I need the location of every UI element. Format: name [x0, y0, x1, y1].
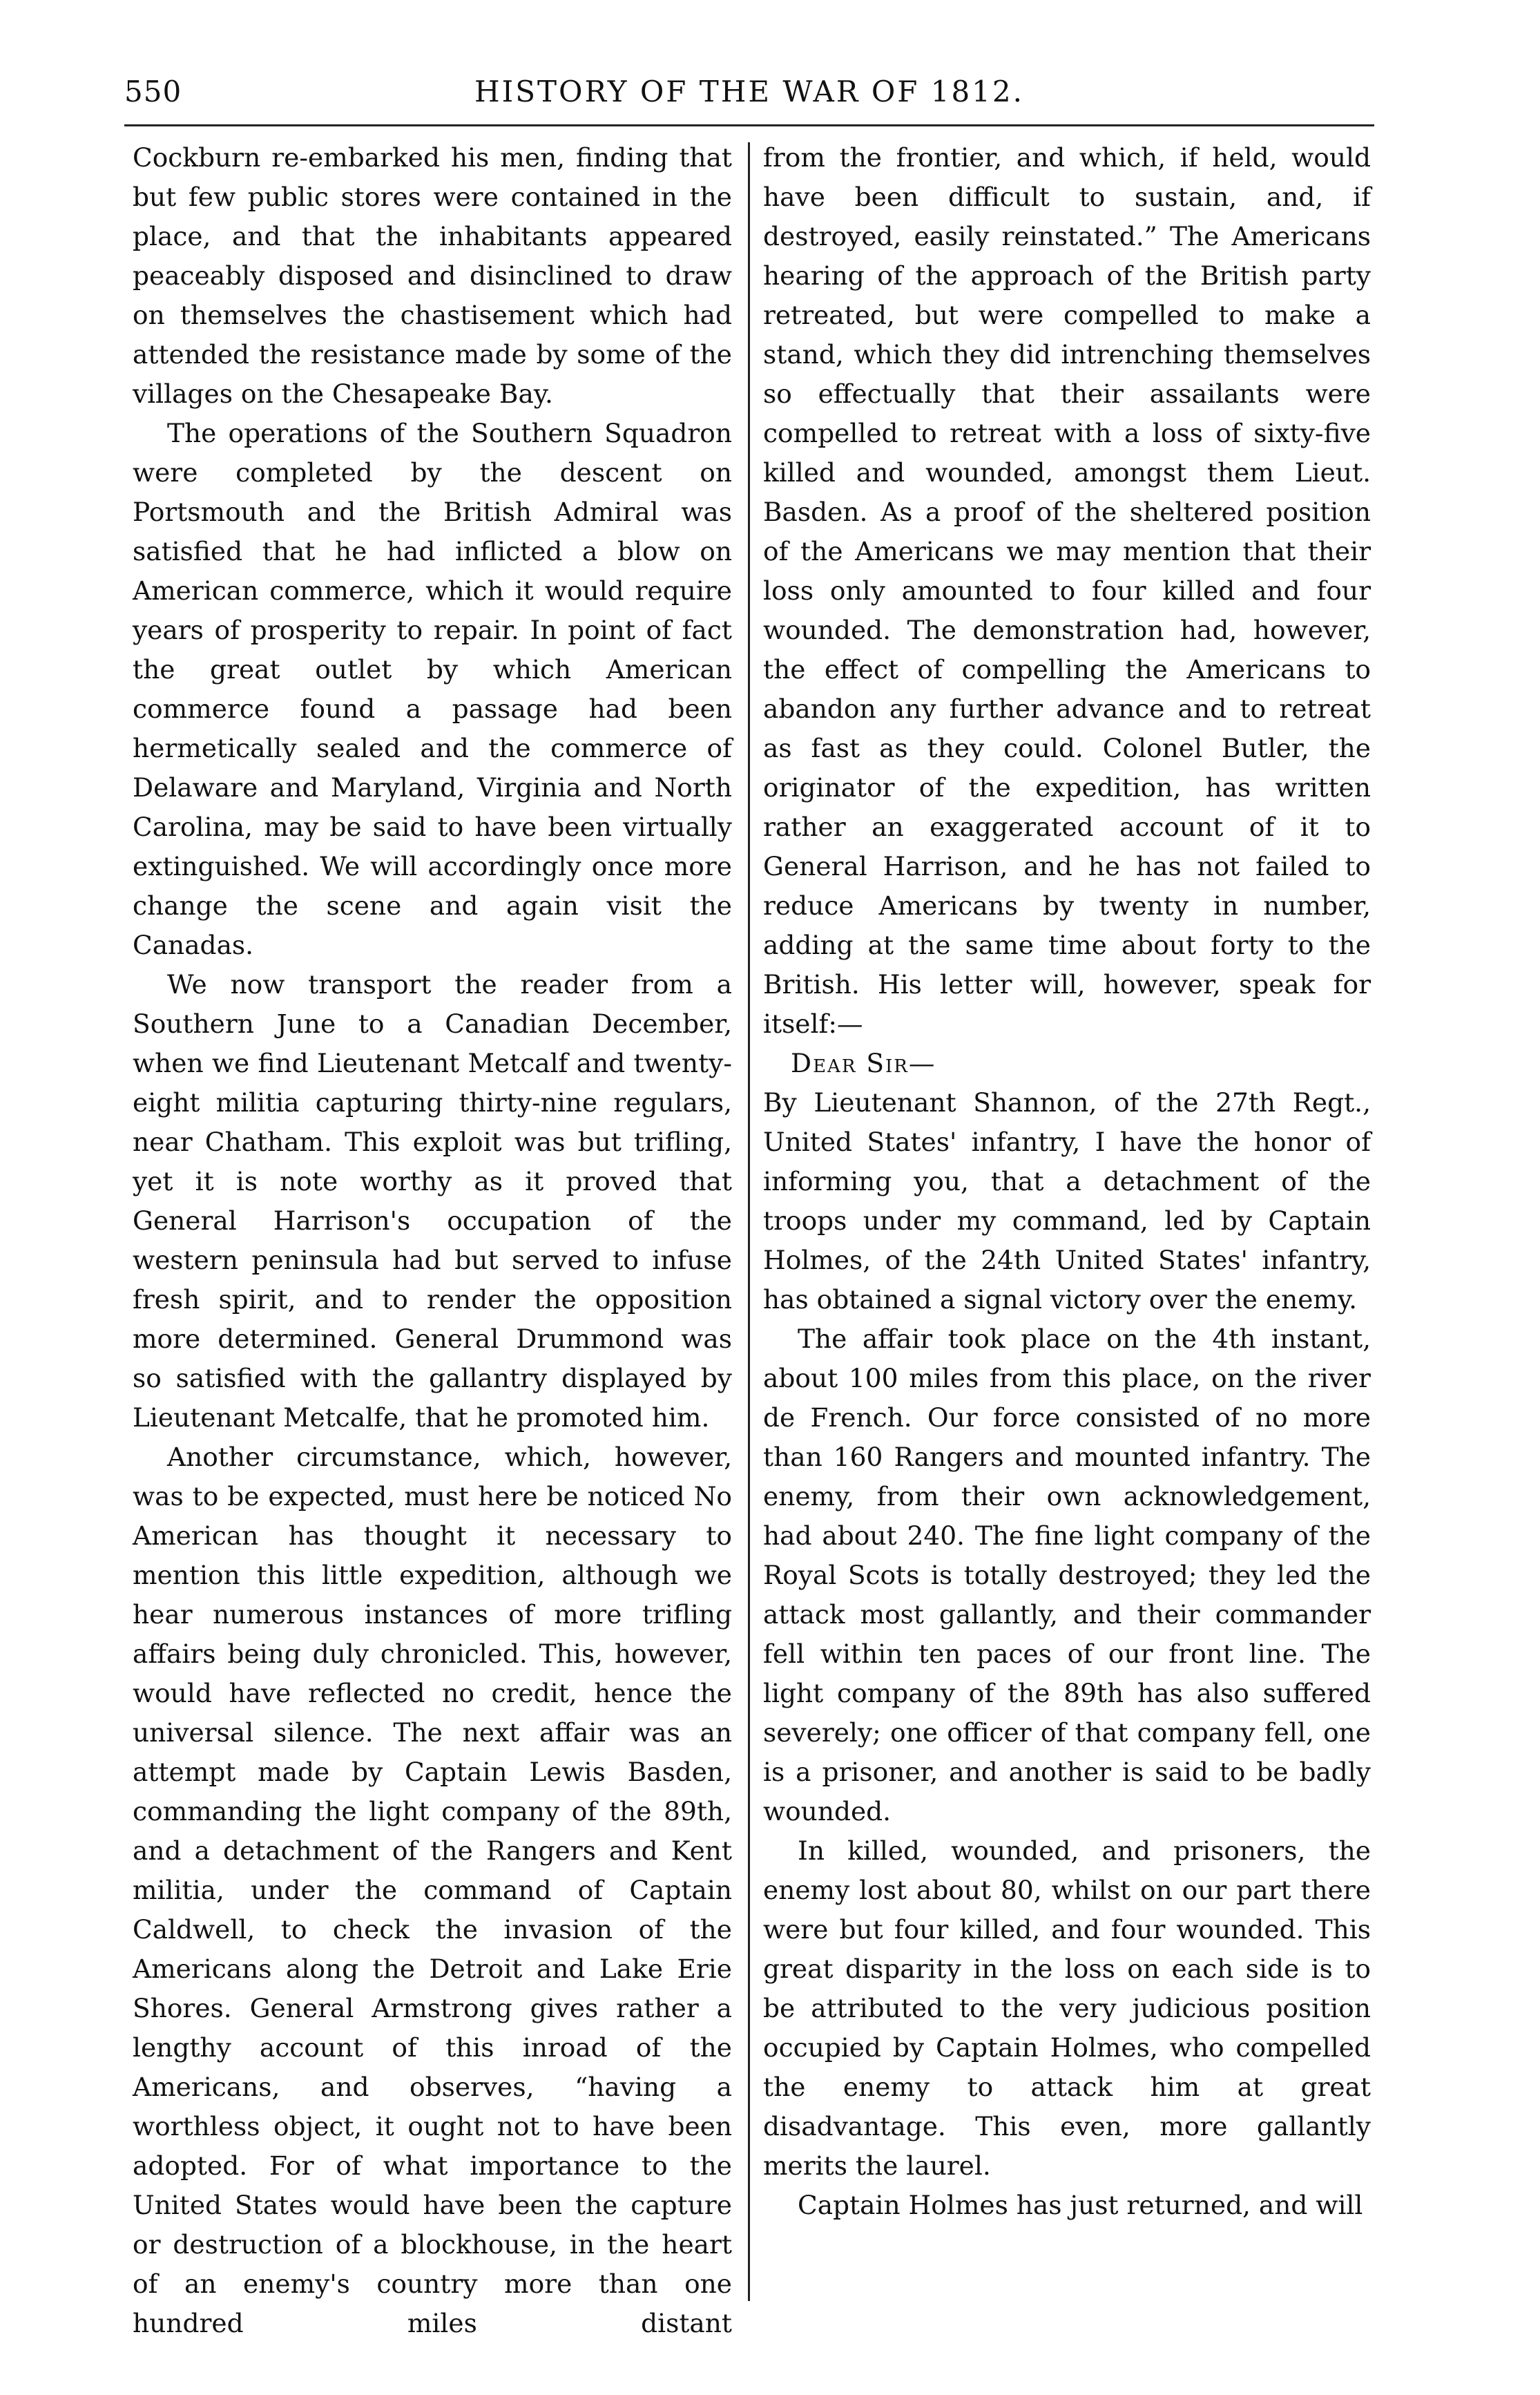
page-header: [124, 75, 1374, 123]
column-divider: [748, 142, 750, 2301]
left-column: [133, 138, 732, 2343]
letter-salutation: Dear Sir—: [791, 1048, 936, 1078]
page-number: 550: [124, 75, 182, 108]
paragraph: Cockburn re-embarked his men, finding that but few public stores were contained in the place, and that the inhabitants appeared peaceably disposed and disinclined to draw on themselves the chastisement which had attended the resistance made by some of the villages on the Chesapeake Bay.: [133, 142, 732, 409]
paragraph: By Lieutenant Shannon, of the 27th Regt., United States' infantry, I have the honor of informing you, that a detachment of the troops under my command, led by Captain Holmes, of the 24th United States' infantry, has obtained a signal victory over the enemy.: [763, 1087, 1371, 1315]
header-rule: [124, 124, 1374, 126]
paragraph: In killed, wounded, and prisoners, the enemy lost about 80, whilst on our part there were but four killed, and four wounded. This great disparity in the loss on each side is to be attributed to the very judicious position occupied by Captain Holmes, who compelled the enemy to attack him at great disadvantage. This even, more gallantly merits the laurel.: [763, 1835, 1371, 2181]
paragraph: Another circumstance, which, however, was to be expected, must here be noticed No American has thought it necessary to mention this little expedition, although we hear numerous instances of more trifling affairs being duly chronicled. This, however, would have reflected no credit, hence the universal silence. The next affair was an attempt made by Captain Lewis Basden, commanding the light company of the 89th, and a detachment of the Rangers and Kent militia, under the command of Captain Caldwell, to check the invasion of the Americans along the Detroit and Lake Erie Shores. General Armstrong gives rather a lengthy account of this inroad of the Americans, and observes, “having a worthless object, it ought not to have been adopted. For of what importance to the United States would have been the capture or destruction of a blockhouse, in the heart of an enemy's country more than one hundred miles distant: [133, 1442, 732, 2338]
paragraph: from the frontier, and which, if held, would have been difficult to sustain, and, if destroyed, easily reinstated.” The Americans hearing of the approach of the British party retreated, but were compelled to make a stand, which they did intrenching themselves so effectually that their assailants were compelled to retreat with a loss of sixty-five killed and wounded, amongst them Lieut. Basden. As a proof of the sheltered position of the Americans we may mention that their loss only amounted to four killed and four wounded. The demonstration had, however, the effect of compelling the Americans to abandon any further advance and to retreat as fast as they could. Colonel Butler, the originator of the expedition, has written rather an exaggerated account of it to General Harrison, and he has not failed to reduce Americans by twenty in number, adding at the same time about forty to the British. His letter will, however, speak for itself:—: [763, 142, 1371, 1039]
paragraph: The affair took place on the 4th instant, about 100 miles from this place, on the river de French. Our force consisted of no more than 160 Rangers and mounted infantry. The enemy, from their own acknowledgement, had about 240. The fine light company of the Royal Scots is totally destroyed; they led the attack most gallantly, and their commander fell within ten paces of our front line. The light company of the 89th has also suffered severely; one officer of that company fell, one is a prisoner, and another is said to be badly wounded.: [763, 1324, 1371, 1826]
paragraph: We now transport the reader from a Southern June to a Canadian December, when we find Lieutenant Metcalf and twenty-eight militia capturing thirty-nine regulars, near Chatham. This exploit was but trifling, yet it is note worthy as it proved that General Harrison's occupation of the western peninsula had but served to infuse fresh spirit, and to render the opposition more determined. General Drummond was so satisfied with the gallantry displayed by Lieutenant Metcalfe, that he promoted him.: [133, 969, 732, 1433]
running-title: HISTORY OF THE WAR OF 1812.: [474, 75, 1024, 108]
paragraph: Captain Holmes has just returned, and will: [798, 2190, 1363, 2220]
right-column: [763, 138, 1371, 2225]
paragraph: The operations of the Southern Squadron were completed by the descent on Portsmouth and the British Admiral was satisfied that he had inflicted a blow on American commerce, which it would require years of prosperity to repair. In point of fact the great outlet by which American commerce found a passage had been hermetically sealed and the commerce of Delaware and Maryland, Virginia and North Carolina, may be said to have been virtually extinguished. We will accordingly once more change the scene and again visit the Canadas.: [133, 418, 732, 960]
